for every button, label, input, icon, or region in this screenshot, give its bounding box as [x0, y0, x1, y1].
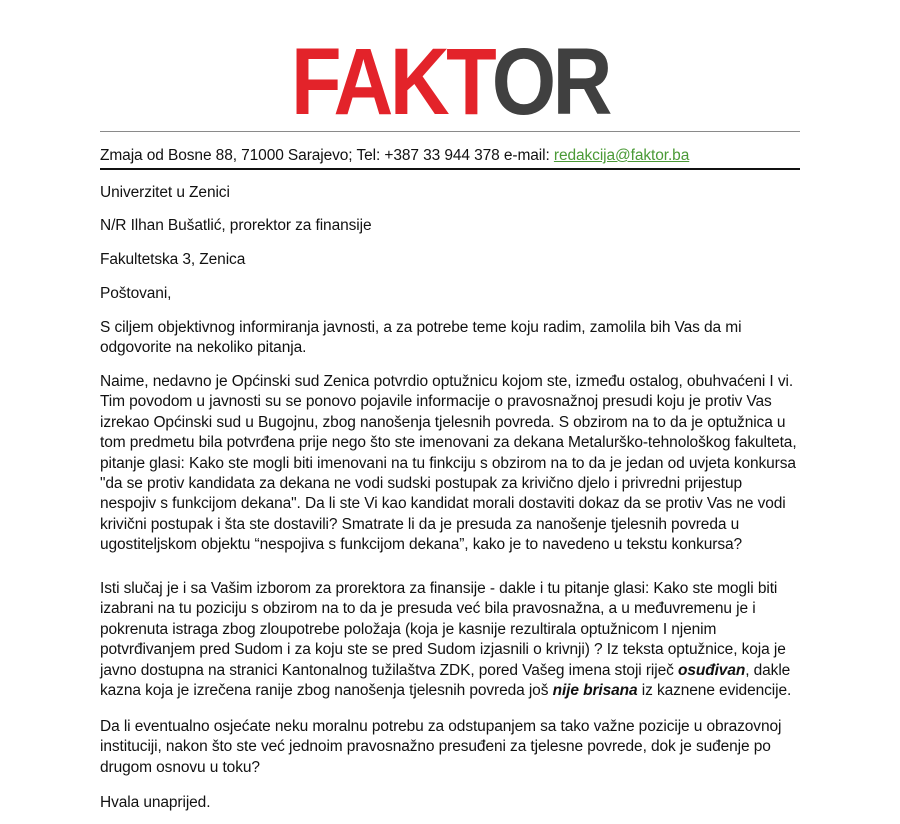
paragraph-4: Da li eventualno osjećate neku moralnu potrebu za odstupanjem sa tako važne pozicije u obrazovnoj instituciji, nakon što ste već jednoim pravosnažno presuđeni za tjelesne povrede, dok je suđenje po drugom osnovu u toku? — [100, 718, 782, 776]
paragraph-3: Isti slučaj je i sa Vašim izborom za prorektora za finansije - dakle i tu pitanje glasi: Kako ste mogli biti izabrani na tu poziciju s obzirom na to da je presuda već bila pravosnažna, a u međuvremenu je i pokrenuta istraga zbog zloupotrebe položaja (koja je kasnije rezultirala optužnicom I njenim potvrđivanjem pred Sudom i za koju ste se pred Sudom izjasnili o krivnji) ? Iz teksta optužnice, koja je javno dostupna na stranici Kantonalnog tužilaštva ZDK, pored Vašeg imena stoji riječ osuđivan, dakle kazna koja je izrečena ranije zbog nanošenja tjelesnih povreda još nije brisana iz kaznene evidencije. — [100, 580, 792, 700]
greeting: Poštovani, — [100, 285, 172, 302]
address-text: Zmaja od Bosne 88, 71000 Sarajevo; Tel: +387 33 944 378 e-mail: — [100, 147, 554, 164]
logo-red-part: FAKT — [291, 29, 522, 128]
recipient-person: N/R Ilhan Bušatlić, prorektor za finansije — [100, 217, 372, 234]
recipient-institution: Univerzitet u Zenici — [100, 184, 230, 201]
email-link[interactable]: redakcija@faktor.ba — [553, 147, 690, 164]
closing: Hvala unaprijed. — [100, 794, 211, 811]
address-line — [100, 147, 689, 165]
emphasis-osudjivan: osuđivan — [677, 661, 746, 679]
header-rule-top — [100, 131, 800, 132]
faktor-logo — [255, 28, 642, 128]
emphasis-nije-brisana: nije brisana — [552, 682, 638, 700]
paragraph-1: S ciljem objektivnog informiranja javnosti, a za potrebe teme koju radim, zamolila bih Vas da mi odgovorite na nekoliko pitanja. — [100, 319, 742, 357]
logo-dark-part: OR — [491, 29, 627, 128]
svg-text:FAKTOR — [291, 29, 627, 128]
paragraph-2: Naime, nedavno je Općinski sud Zenica potvrdio optužnicu kojom ste, između ostalog, obuhvaćeni I vi. Tim povodom u javnosti su se ponovo pojavile informacije o pravosnažnoj presudi koju je protiv Vas izrekao Općinski sud u Bugojnu, zbog nanošenja tjelesnih povreda. S obzirom na to da je optužnica u tom predmetu bila potvrđena prije nego što ste imenovani za dekana Metalurško-tehnološkog fakulteta, pitanje glasi: Kako ste mogli biti imenovani na tu finkciju s obzirom na to da je jedan od uvjeta konkursa "da se protiv kandidata za dekana ne vodi sudski postupak za krivično djelo i privredni prijestup nespojiv s funkcijom dekana". Da li ste Vi kao kandidat morali dostaviti dokaz da se protiv Vas ne vodi krivični postupak i šta ste dostavili? Smatrate li da je presuda za nanošenje tjelesnih povreda u ugostiteljskom objektu “nespojiva s funkcijom dekana”, kako je to navedeno u tekstu konkursa? — [100, 373, 797, 554]
header-rule-bottom — [100, 168, 800, 170]
recipient-address: Fakultetska 3, Zenica — [100, 251, 246, 268]
